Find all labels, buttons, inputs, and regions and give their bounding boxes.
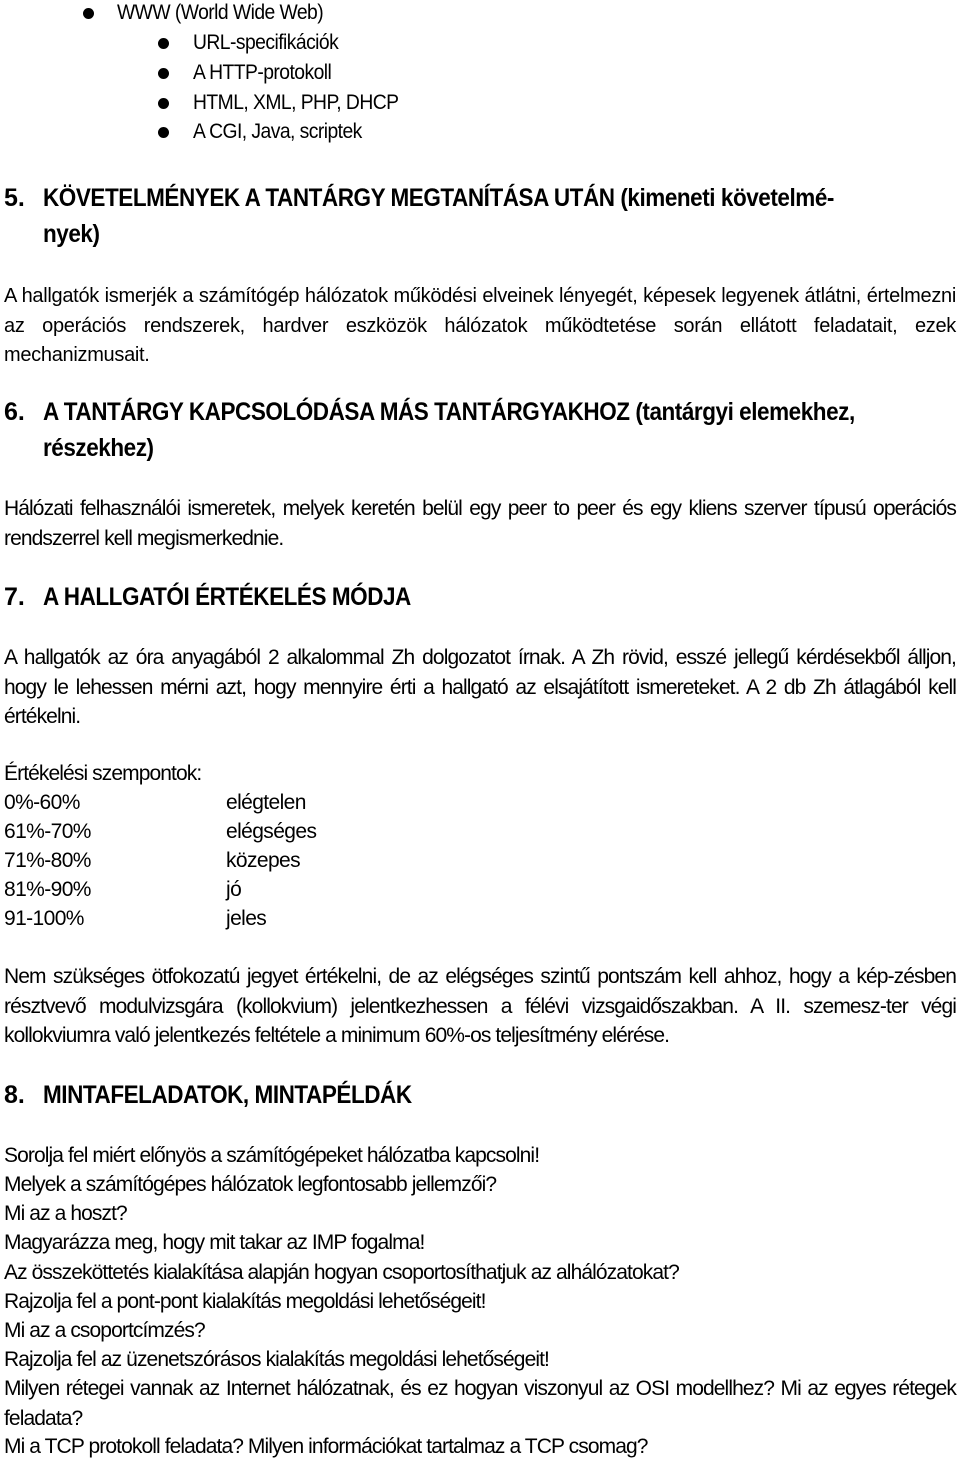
list-item: URL-specifikációk (193, 31, 339, 54)
list-item: A CGI, Java, scriptek (193, 120, 362, 143)
question-item: Mi az a csoportcímzés? (4, 1319, 205, 1342)
section-number: 7. (4, 583, 25, 611)
question-item: Rajzolja fel az üzenetszórásos kialakítás megoldási lehetőségeit! (4, 1348, 549, 1371)
list-item: WWW (World Wide Web) (117, 1, 324, 24)
question-item: Magyarázza meg, hogy mit takar az IMP fogalma! (4, 1231, 425, 1254)
question-item: Mi az a hoszt? (4, 1202, 127, 1225)
grade-name: jeles (226, 907, 267, 930)
grade-range: 71%-80% (4, 849, 91, 872)
list-item: A HTTP-protokoll (193, 61, 332, 84)
section-number: 6. (4, 398, 25, 426)
question-item: Sorolja fel miért előnyös a számítógépeket hálózatba kapcsolni! (4, 1144, 540, 1167)
evaluation-note: Nem szükséges ötfokozatú jegyet értékelni, de az elégséges szintű pontszám kell ahhoz, hogy a kép-zésben résztvevő modulvizsgára (kollokvium) jelentkezhessen a félévi vizsgaidőszakban. A II. szemesz-ter végi kollokviumra való jelentkezés feltétele a minimum 60%-os teljesítmény elérése. (4, 965, 956, 1047)
question-item: Melyek a számítógépes hálózatok legfontosabb jellemzői? (4, 1173, 497, 1196)
grade-range: 81%-90% (4, 878, 91, 901)
section-heading-cont: részekhez) (43, 434, 154, 462)
section-heading-cont: nyek) (43, 220, 100, 248)
section-body: A hallgatók ismerjék a számítógép hálózatok működési elveinek lényegét, képesek legyenek átlátni, értelmezni az operációs rendszerek, hardver eszközök hálózatok működtetése során ellátott feladatait, ezek mechanizmusait. (4, 285, 956, 366)
section-body: Hálózati felhasználói ismeretek, melyek keretén belül egy peer to peer és egy kliens szerver típusú operációs rendszerrel kell megismerkednie. (4, 497, 956, 550)
grade-range: 91-100% (4, 907, 84, 930)
section-heading: A TANTÁRGY KAPCSOLÓDÁSA MÁS TANTÁRGYAKHOZ (tantárgyi elemekhez, (43, 398, 855, 426)
grade-name: elégtelen (226, 791, 306, 814)
bullet-dot (158, 38, 169, 49)
section-heading: MINTAFELADATOK, MINTAPÉLDÁK (43, 1081, 412, 1109)
question-item: Az összeköttetés kialakítása alapján hogyan csoportosíthatjuk az alhálózatokat? (4, 1261, 679, 1284)
bullet-dot (158, 68, 169, 79)
section-body: A hallgatók az óra anyagából 2 alkalommal Zh dolgozatot írnak. A Zh rövid, esszé jellegű kérdésekből álljon, hogy le lehessen mérni azt, hogy mennyire érti a hallgató az elsajátított ismereteket. A 2 db Zh átlagából kell értékelni. (4, 646, 956, 728)
section-number: 5. (4, 184, 25, 212)
criteria-label: Értékelési szempontok: (4, 762, 202, 785)
question-item: Milyen rétegei vannak az Internet hálózatnak, és ez hogyan viszonyul az OSI modellhez? Mi az egyes rétegek feladata? (4, 1377, 956, 1430)
grade-name: jó (226, 878, 242, 901)
grade-name: közepes (226, 849, 301, 872)
list-item: HTML, XML, PHP, DHCP (193, 91, 399, 114)
grade-name: elégséges (226, 820, 317, 843)
bullet-dot (158, 98, 169, 109)
grade-range: 61%-70% (4, 820, 91, 843)
section-number: 8. (4, 1081, 25, 1109)
question-item: Rajzolja fel a pont-pont kialakítás megoldási lehetőségeit! (4, 1290, 486, 1313)
question-item: Mi a TCP protokoll feladata? Milyen információkat tartalmaz a TCP csomag? (4, 1435, 648, 1458)
section-heading: KÖVETELMÉNYEK A TANTÁRGY MEGTANÍTÁSA UTÁN (kimeneti követelmé- (43, 184, 834, 212)
grade-range: 0%-60% (4, 791, 80, 814)
bullet-dot (83, 8, 94, 19)
bullet-dot (158, 127, 169, 138)
section-heading: A HALLGATÓI ÉRTÉKELÉS MÓDJA (43, 583, 411, 611)
